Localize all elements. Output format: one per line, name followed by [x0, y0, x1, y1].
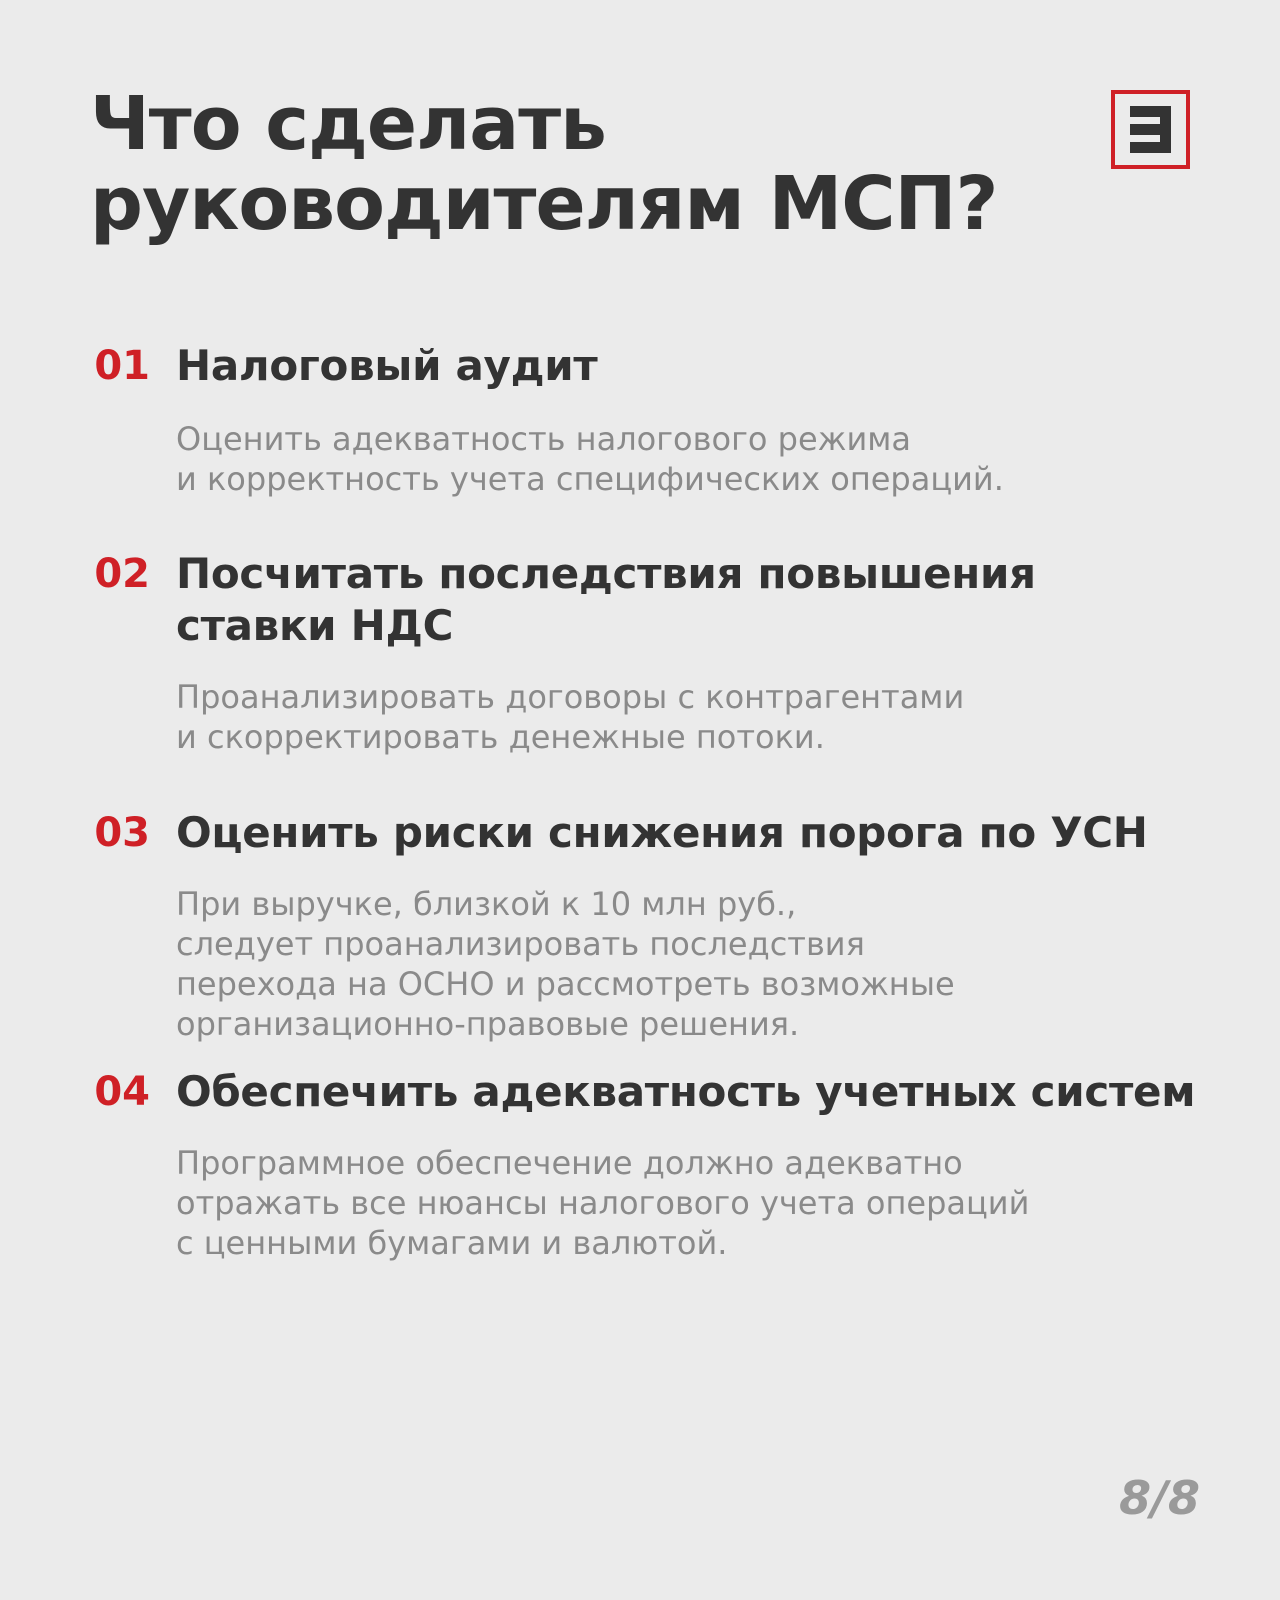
item-heading-line: Оценить риски снижения порога по УСН — [176, 808, 1148, 857]
page-title-line-2: руководителям МСП? — [90, 161, 998, 247]
item-heading — [176, 807, 1266, 859]
item-description — [176, 884, 1256, 1044]
item-number: 02 — [94, 551, 150, 597]
item-number: 01 — [94, 343, 150, 389]
item-heading — [176, 548, 1266, 652]
item-number: 03 — [94, 810, 150, 856]
item-description-line: и скорректировать денежные потоки. — [176, 718, 825, 756]
item-heading-line: ставки НДС — [176, 601, 454, 650]
item-description-line: организационно-правовые решения. — [176, 1005, 800, 1043]
item-heading-line: Налоговый аудит — [176, 341, 598, 390]
item-heading-line: Посчитать последствия повышения — [176, 549, 1036, 598]
item-number: 04 — [94, 1069, 150, 1115]
page-indicator: 8/8 — [1119, 1471, 1200, 1525]
brand-logo — [1111, 90, 1190, 169]
e-letter-logo-icon — [1115, 94, 1186, 165]
item-description-line: Проанализировать договоры с контрагентами — [176, 678, 965, 716]
page-title — [90, 81, 998, 247]
item-description-line: Оценить адекватность налогового режима — [176, 420, 911, 458]
item-description-line: отражать все нюансы налогового учета операций — [176, 1184, 1030, 1222]
item-heading — [176, 340, 1266, 392]
item-description — [176, 677, 1256, 757]
item-description-line: перехода на ОСНО и рассмотреть возможные — [176, 965, 955, 1003]
item-description — [176, 419, 1256, 499]
item-description-line: следует проанализировать последствия — [176, 925, 865, 963]
item-heading — [176, 1066, 1266, 1118]
item-description-line: Программное обеспечение должно адекватно — [176, 1144, 963, 1182]
page-title-line-1: Что сделать — [90, 81, 606, 167]
item-description-line: и корректность учета специфических операций. — [176, 460, 1004, 498]
item-description-line: с ценными бумагами и валютой. — [176, 1224, 728, 1262]
item-description-line: При выручке, близкой к 10 млн руб., — [176, 885, 797, 923]
item-description — [176, 1143, 1256, 1263]
item-heading-line: Обеспечить адекватность учетных систем — [176, 1067, 1196, 1116]
